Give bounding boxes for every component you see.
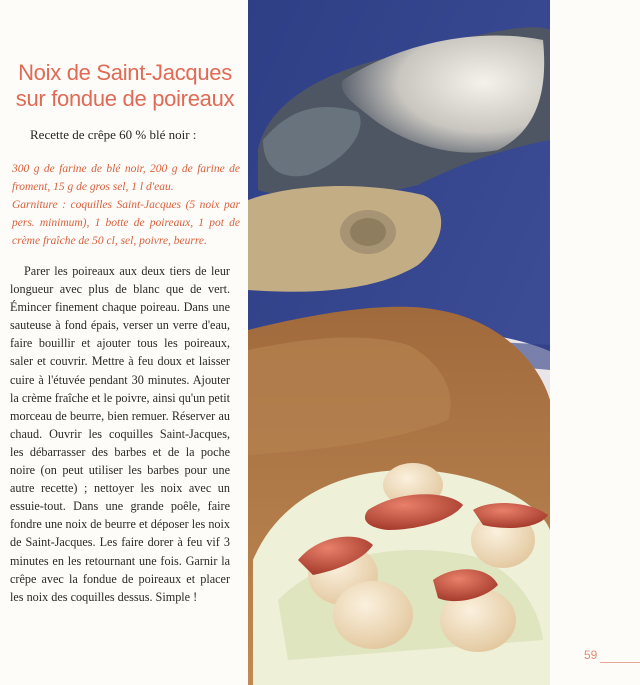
title-line-2: sur fondue de poireaux <box>15 86 235 111</box>
recipe-photo <box>248 0 550 685</box>
page-number: 59 <box>584 648 598 662</box>
right-margin <box>550 0 640 685</box>
crepe-ingredients: 300 g de farine de blé noir, 200 g de farine de froment, 15 g de gros sel, 1 l d'eau. <box>12 163 240 193</box>
title-line-1: Noix de Saint-Jacques <box>18 60 232 85</box>
instructions-text: Parer les poireaux aux deux tiers de leur longueur avec plus de blanc que de vert. Émincer finement chaque poireau. Dans une sauteuse à fond épais, verser un verre d'eau, faire bouillir et ajouter tous les poireaux, saler et couvrir. Mettre à feu doux et laisser cuire à l'étuvée pendant 30 minutes. Ajouter la crème fraîche et le poivre, ainsi qu'un petit morceau de beurre, bien remuer. Réserver au chaud. Ouvrir les coquilles Saint-Jacques, les débarrasser des barbes et de la poche noire (on peut utiliser les barbes pour une autre recette) ; nettoyer les noix avec un essuie-tout. Dans une grande poêle, faire fondre une noix de beurre et déposer les noix de Saint-Jacques. Les faire dorer à feu vif 3 minutes en les retournant une fois. Garnir la crêpe avec la fondue de poireaux et placer les noix des coquilles dessus. Simple ! <box>10 264 230 604</box>
page-number-rule <box>600 662 640 663</box>
recipe-column <box>0 0 248 685</box>
instructions-block <box>10 262 230 606</box>
recipe-photo-illustration <box>248 0 550 685</box>
crepe-recipe-heading: Recette de crêpe 60 % blé noir : <box>30 127 197 142</box>
garnish-ingredients: Garniture : coquilles Saint-Jacques (5 noix par pers. minimum), 1 botte de poireaux, 1 pot de crème fraîche de 50 cl, sel, poivre, beurre. <box>12 199 240 247</box>
recipe-title <box>10 60 240 112</box>
ingredients-block <box>12 160 240 250</box>
